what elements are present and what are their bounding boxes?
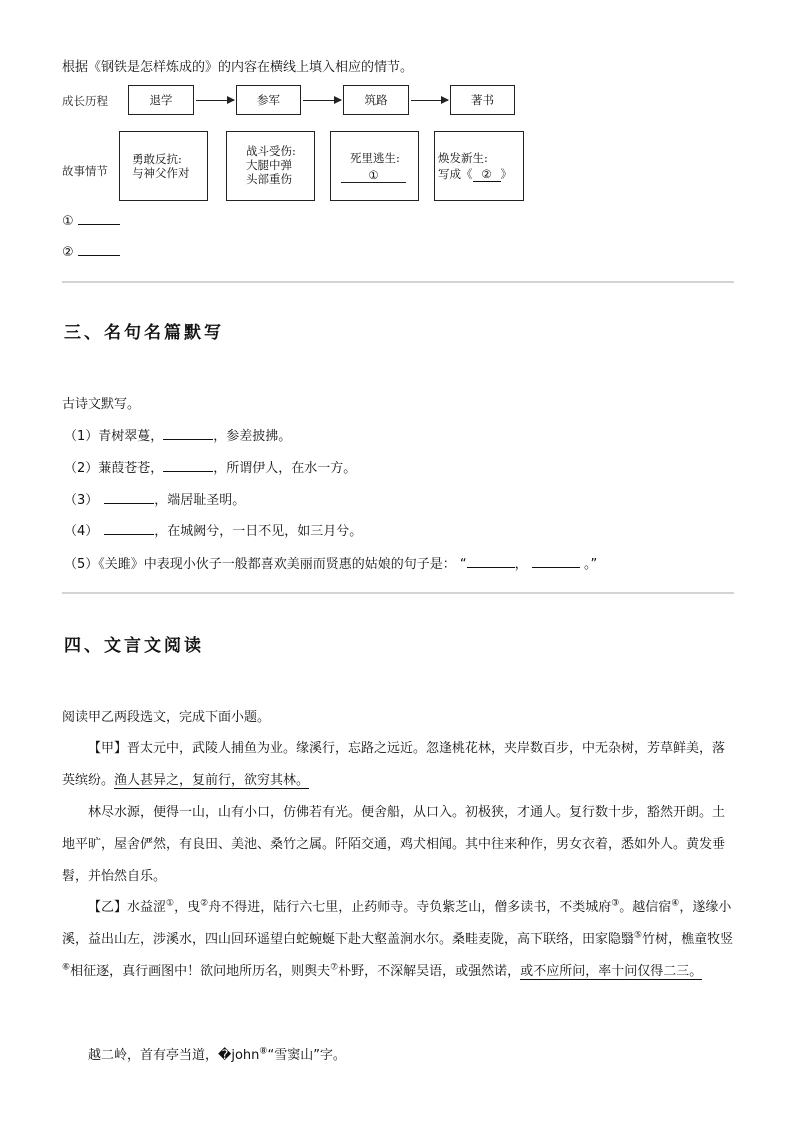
item-text: （5）《关雎》中表现小伙子一般都喜欢美丽而贤惠的姑娘的句子是： “ (64, 557, 467, 572)
story-line: 战斗受伤: (246, 144, 296, 158)
stage-box-4 (450, 85, 515, 115)
passage-text: 。越信宿 (619, 900, 672, 915)
footnote-marker: ⑧ (259, 1046, 268, 1057)
stage-label: 筑路 (364, 93, 388, 107)
item-text: （1）青树翠蔓， (64, 429, 164, 444)
passage-text: ，曳 (174, 900, 201, 915)
diagram-instruction: 根据《钢铁是怎样炼成的》的内容在横线上填入相应的情节。 (62, 60, 414, 75)
arrow-right-icon (303, 100, 341, 101)
fill-blank[interactable] (467, 557, 515, 568)
passage-text: 【甲】晋太元中，武陵人捕鱼为业。缘溪行，忘路之远近。忽逢桃花林，夹岸数百步，中无杂树，芳草鲜美，落英缤纷。 (62, 741, 726, 788)
item-text: （2）蒹葭苍苍， (64, 461, 164, 476)
answer-label: ① (62, 214, 74, 229)
answer-blank[interactable] (78, 214, 120, 225)
story-line: 与神父作对 (132, 166, 190, 180)
answer-blank[interactable] (78, 245, 120, 256)
story-line (438, 167, 512, 182)
story-blank-2: ② (473, 167, 501, 182)
stage-label: 参军 (257, 93, 280, 107)
stage-box-3 (343, 85, 409, 115)
story-text: 》 (500, 167, 512, 181)
dictation-item (64, 557, 597, 573)
footnote-marker: ⑤ (634, 930, 643, 941)
item-text: ，所谓伊人，在水一方。 (213, 461, 357, 476)
fill-blank[interactable] (104, 524, 154, 535)
answer-line-1 (62, 214, 120, 230)
story-line: 头部重伤 (246, 172, 292, 186)
dictation-item (64, 461, 356, 477)
stage-label: 退学 (149, 93, 173, 107)
passage-text: 竹树，樵童牧竖 (642, 932, 734, 947)
passage-jia-p2: 林尽水源，便得一山，山有小口，仿佛若有光。便舍船，从口入。初极狭，才通人。复行数十步，豁然开朗。土地平旷，屋舍俨然，有良田、美池、桑竹之属。阡陌交通，鸡犬相闻。其中往来种作，男女衣着，悉如外人。黄发垂髫，并怡然自乐。 (62, 805, 726, 884)
story-box-2 (226, 131, 315, 201)
footnote-marker: ③ (611, 898, 620, 909)
fill-blank[interactable] (163, 429, 213, 440)
section-intro: 古诗文默写。 (62, 397, 141, 412)
story-box-4 (434, 131, 524, 201)
answer-label: ② (62, 245, 74, 260)
item-text: （3） (64, 493, 99, 508)
passage-yi (62, 892, 737, 988)
passage-jia-p1 (62, 733, 737, 797)
passage-text: 舟不得进，陆行六七里，止药师寺。寺负紫芝山，僧多读书，不类城府 (208, 900, 612, 915)
arrow-right-icon (411, 100, 448, 101)
passage-text: 朴野，不深解吴语，或强然诺， (338, 964, 521, 979)
passage-last (62, 1040, 737, 1072)
story-line: 死里逃生: (350, 151, 400, 165)
row-label-growth: 成长历程 (62, 94, 108, 108)
footnote-marker: ⑦ (330, 962, 339, 973)
section-intro: 阅读甲乙两段选文，完成下面小题。 (62, 710, 271, 725)
item-text: ， (514, 557, 528, 572)
passage-text: ，遂缘小溪，益出山左，涉溪水，四山回环遥望白蛇蜿蜒下赴大壑盖涧水尔。桑畦麦陇，高下联络，田家隐翳 (62, 900, 732, 947)
item-text: ，端居耻圣明。 (154, 493, 246, 508)
fill-blank[interactable] (532, 557, 580, 568)
passage-text: “雪窦山”字。 (267, 1048, 346, 1063)
footnote-marker: ⑥ (62, 962, 71, 973)
passage-text: 【乙】水益涩 (88, 900, 167, 915)
fill-blank[interactable] (163, 461, 213, 472)
item-text: （4） (64, 524, 99, 539)
fill-blank[interactable] (104, 493, 154, 504)
passage-text: 相征逐，真行画图中！欲问地所历名，则舆夫 (70, 964, 331, 979)
section-title: 三、名句名篇默写 (64, 323, 224, 343)
story-line: 大腿中弹 (246, 158, 292, 172)
stage-box-1 (128, 85, 194, 115)
story-line: 勇敢反抗: (132, 152, 182, 166)
story-line: 焕发新生: (438, 151, 488, 165)
footnote-marker: ② (200, 898, 209, 909)
story-box-3 (330, 131, 419, 201)
row-label-story: 故事情节 (62, 164, 108, 178)
stage-box-2 (236, 85, 301, 115)
dictation-item (64, 524, 362, 540)
story-blank-1: ① (341, 168, 406, 183)
story-box-1 (119, 131, 208, 201)
item-text: ，参差披拂。 (213, 429, 292, 444)
dictation-item (64, 429, 291, 445)
section-title: 四、文言文阅读 (64, 636, 204, 656)
story-text: 写成《 (438, 167, 473, 181)
passage-text: 越二岭，首有亭当道，�john (88, 1048, 260, 1063)
footnote-marker: ④ (671, 898, 680, 909)
arrow-right-icon (196, 100, 234, 101)
item-text: ，在城阙兮，一日不见，如三月兮。 (154, 524, 363, 539)
underlined-sentence: 渔人甚异之，复前行，欲穷其林。 (114, 773, 310, 788)
underlined-sentence: 或不应所问，率十问仅得二三。 (520, 964, 703, 979)
answer-line-2 (62, 245, 120, 261)
dictation-item (64, 493, 245, 509)
footnote-marker: ① (166, 898, 175, 909)
item-text: 。” (583, 557, 598, 572)
stage-label: 著书 (471, 93, 494, 107)
section-divider (62, 281, 734, 283)
section-divider (62, 592, 734, 594)
